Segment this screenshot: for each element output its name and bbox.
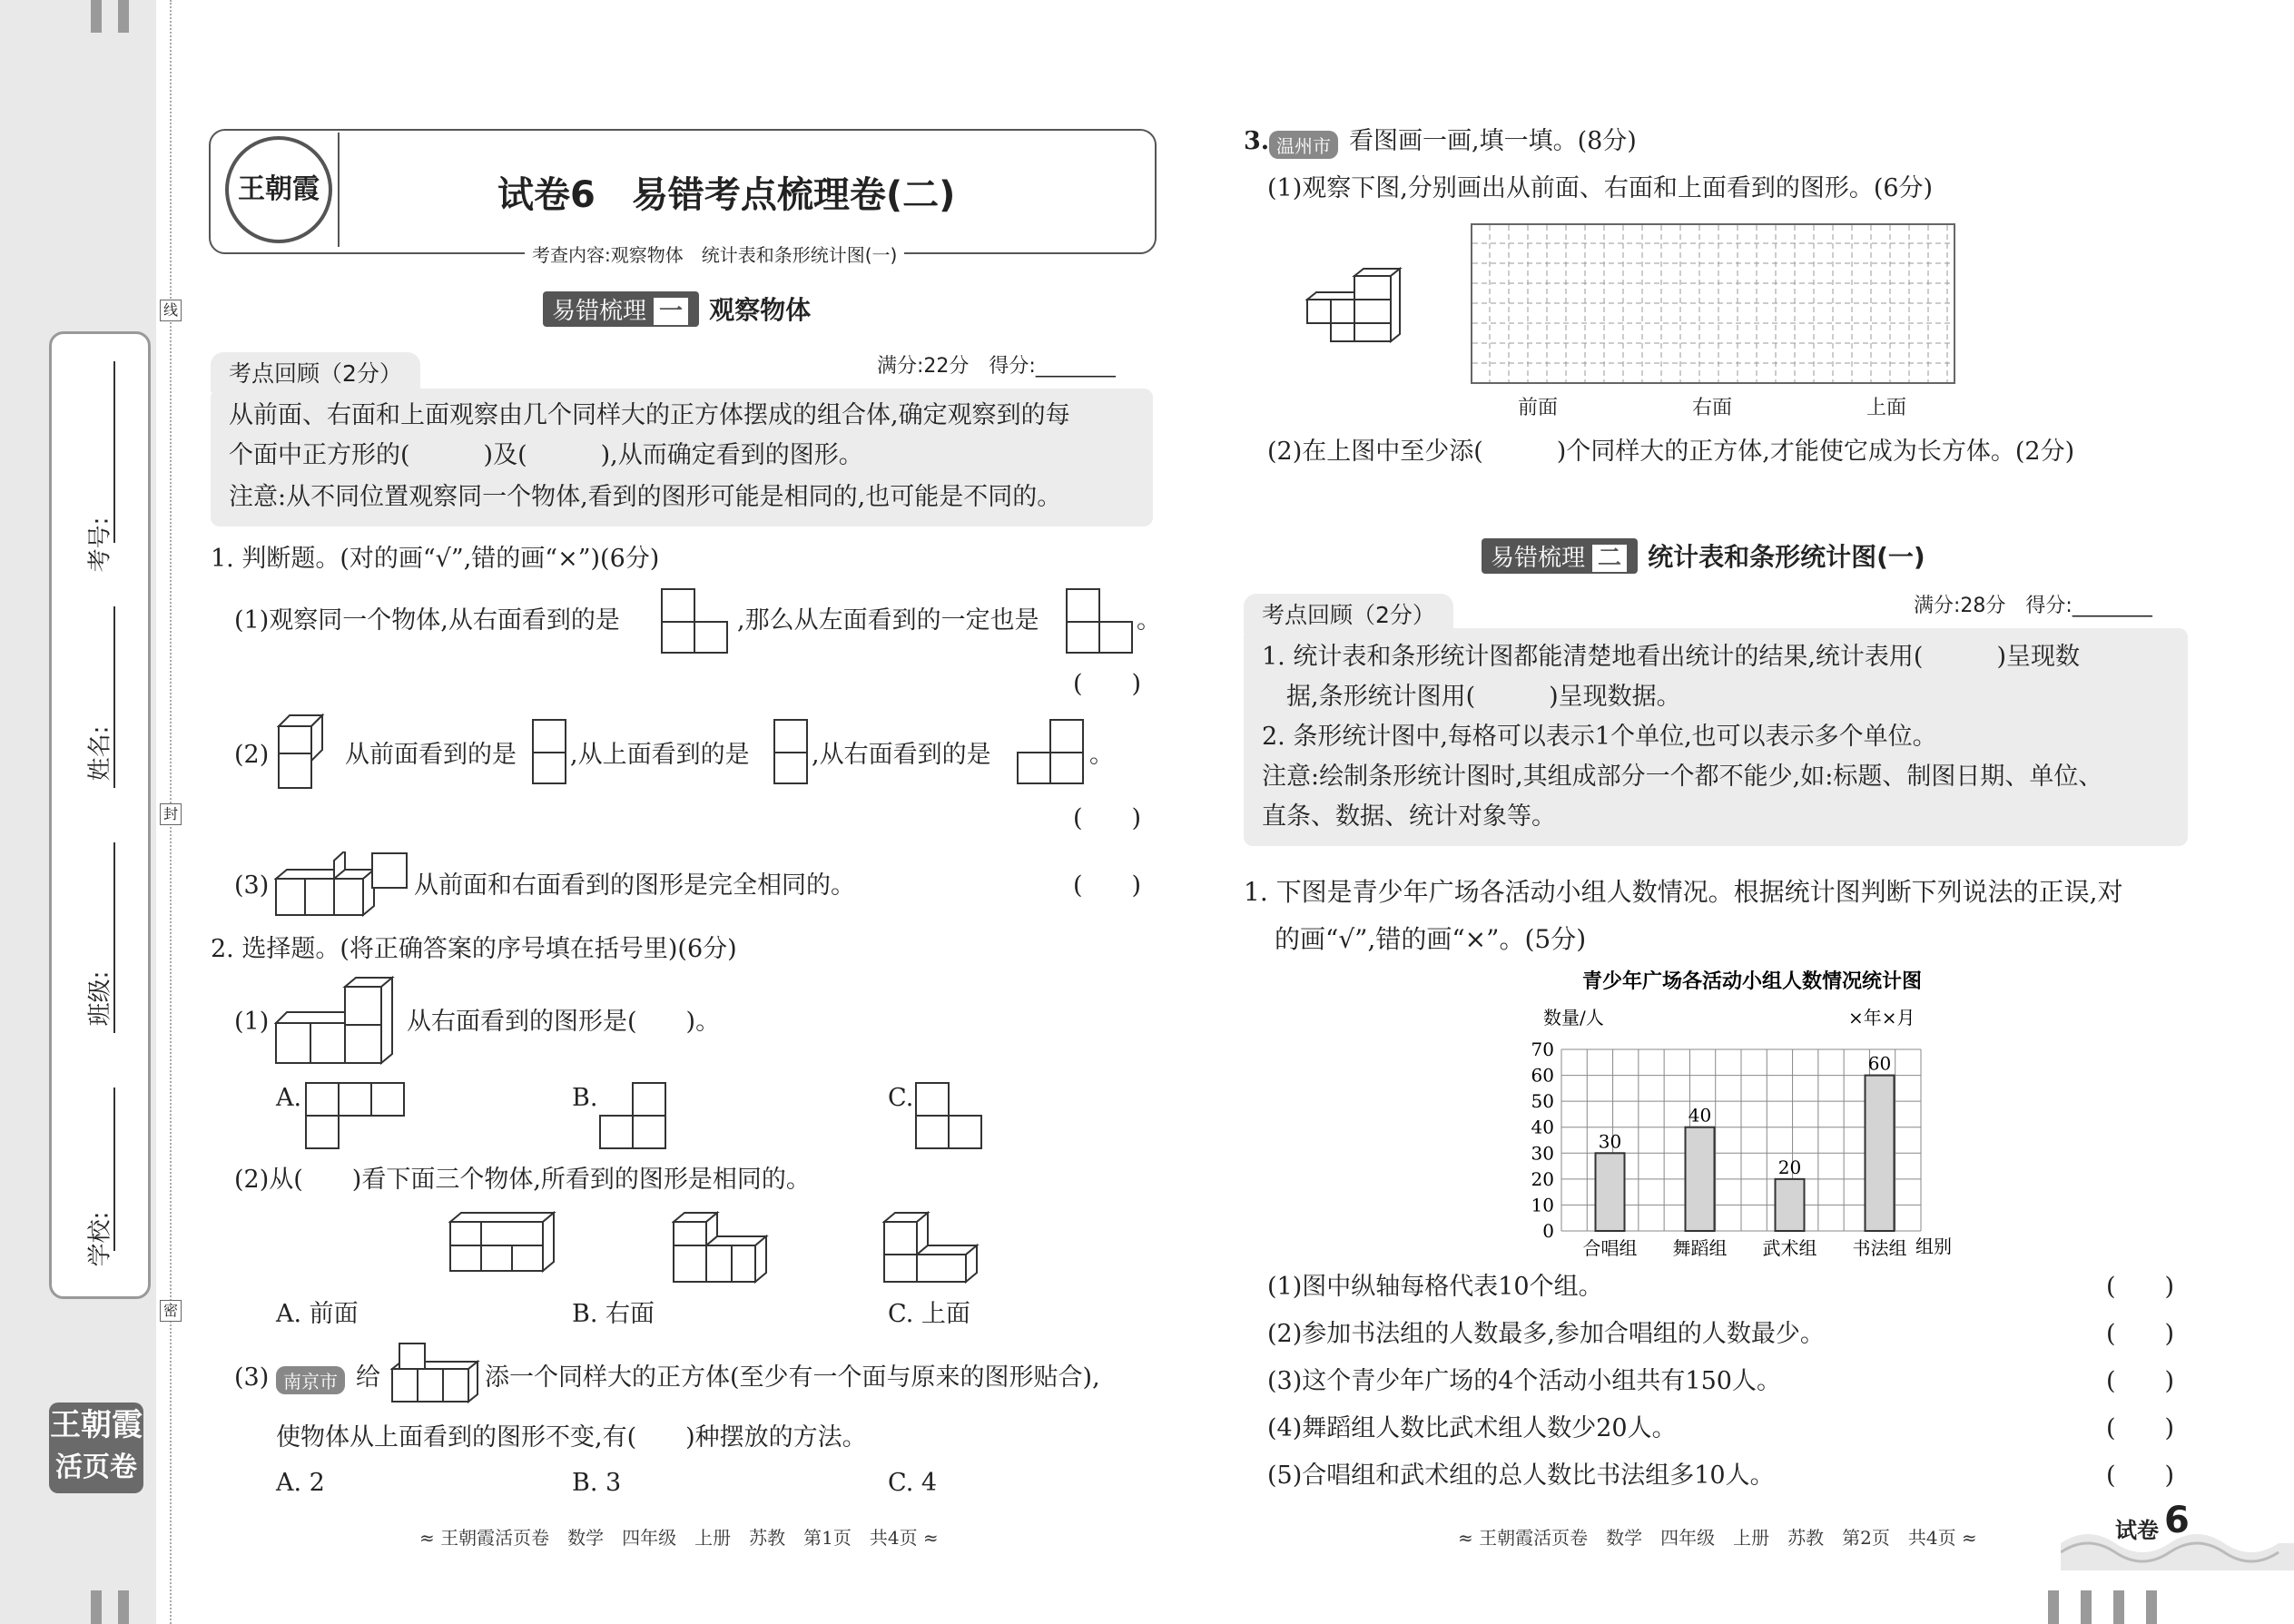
- seal-char-mi: 密: [160, 1300, 182, 1322]
- score-line: 满分:22分 得分:________: [877, 355, 1116, 378]
- section-pill: 易错梳理 二: [1482, 538, 1638, 574]
- q2-2-option-b[interactable]: B. 右面: [572, 1300, 655, 1328]
- chart-title: 青少年广场各活动小组人数情况统计图: [1581, 969, 1923, 993]
- object-figure-q3: [1305, 267, 1405, 349]
- answer-paren[interactable]: ( ): [2106, 1462, 2175, 1490]
- q1-2-text-c: ,从上面看到的是: [570, 741, 750, 769]
- q1-3-text-b: 从前面和右面看到的图形是完全相同的。: [414, 871, 855, 900]
- section-title: 统计表和条形统计图(一): [1648, 542, 1925, 572]
- chart-question-line-2: 的画“√”,错的画“×”。(5分): [1275, 924, 1587, 954]
- chart-bar: [1776, 1179, 1805, 1231]
- q2-3-option-a[interactable]: A. 2: [276, 1469, 325, 1497]
- chart-y-tick: 70: [1531, 1038, 1554, 1060]
- q1-1-text-c: 。: [1137, 606, 1161, 635]
- review-line: 1. 统计表和条形统计图都能清楚地看出统计的结果,统计表用( )呈现数: [1262, 643, 2080, 671]
- q2-2-text: (2)从( )看下面三个物体,所看到的图形是相同的。: [234, 1166, 811, 1194]
- registration-mark: [91, 0, 102, 33]
- chart-y-label: 数量/人: [1543, 1007, 1604, 1029]
- option-c[interactable]: C.: [888, 1084, 914, 1112]
- chart-date: ×年×月: [1848, 1007, 1915, 1029]
- brand-badge: [49, 1403, 143, 1493]
- question-1-title: 1. 判断题。(对的画“√”,错的画“×”)(6分): [211, 545, 660, 573]
- registration-mark: [118, 1590, 129, 1624]
- drawing-grid[interactable]: [1471, 223, 1955, 387]
- statement-item: (1)图中纵轴每格代表10个组。: [1267, 1273, 1603, 1301]
- q1-1-text-b: ,那么从左面看到的一定也是: [737, 606, 1039, 635]
- paper-subtitle: 考查内容:观察物体 统计表和条形统计图(一): [525, 241, 904, 267]
- option-b-figure: [599, 1082, 668, 1149]
- statement-item: (3)这个青少年广场的4个活动小组共有150人。: [1267, 1367, 1781, 1395]
- question-3-title: 看图画一画,填一填。(8分): [1349, 127, 1637, 155]
- answer-paren[interactable]: ( ): [2106, 1273, 2175, 1301]
- paper-title: 试卷6 易错考点梳理卷(二): [497, 174, 956, 216]
- review-tab: 考点回顾（2分）: [211, 352, 420, 392]
- paper-number: 6: [2164, 1500, 2190, 1541]
- registration-mark: [2081, 1590, 2092, 1624]
- registration-mark: [2113, 1590, 2124, 1624]
- square-figure-right: [1017, 719, 1084, 784]
- object-figure-3: [882, 1209, 982, 1285]
- chart-bar: [1866, 1076, 1895, 1231]
- q1-3-text-a: (3): [234, 871, 270, 900]
- object-figure-2: [672, 1209, 772, 1285]
- class-label: 班级:: [86, 970, 114, 1027]
- chart-y-tick: 30: [1531, 1142, 1554, 1165]
- q2-3-text-b: 给: [356, 1363, 380, 1392]
- option-a[interactable]: A.: [276, 1084, 302, 1112]
- school-label: 学校:: [86, 1211, 114, 1267]
- chart-question-line-1: 1. 下图是青少年广场各活动小组人数情况。根据统计图判断下列说法的正误,对: [1244, 877, 2123, 907]
- section-heading-1: [543, 290, 811, 327]
- answer-paren[interactable]: ( ): [1073, 670, 1142, 698]
- question-3-number: 3.: [1244, 127, 1270, 155]
- name-label: 姓名:: [86, 725, 114, 782]
- q2-3-text-d: 使物体从上面看到的图形不变,有( )种摆放的方法。: [276, 1423, 867, 1452]
- q2-3-text-a: (3): [234, 1363, 270, 1392]
- q2-3-option-c[interactable]: C. 4: [888, 1469, 938, 1497]
- registration-mark: [91, 1590, 102, 1624]
- chart-y-tick: 20: [1531, 1167, 1554, 1190]
- q3-1-text: (1)观察下图,分别画出从前面、右面和上面看到的图形。(6分): [1267, 174, 1934, 202]
- option-c-figure: [915, 1082, 984, 1149]
- registration-mark: [2146, 1590, 2157, 1624]
- footer-right: ≈ 王朝霞活页卷 数学 四年级 上册 苏教 第2页 共4页 ≈: [1458, 1527, 1977, 1549]
- answer-paren[interactable]: ( ): [1073, 804, 1142, 832]
- chart-bar: [1596, 1153, 1625, 1231]
- section-heading-2: [1482, 537, 1925, 574]
- seal-char-line: 线: [160, 300, 182, 321]
- chart-data-label: 40: [1688, 1104, 1712, 1127]
- chart-data-label: 60: [1867, 1052, 1892, 1075]
- region-tag: 南京市: [276, 1366, 345, 1394]
- grid-label-right: 右面: [1692, 397, 1733, 419]
- brand-line-1: 王朝霞: [50, 1407, 143, 1443]
- chart-y-tick: 60: [1531, 1064, 1554, 1087]
- chart-data-label: 20: [1777, 1156, 1802, 1178]
- number-label: 考号:: [86, 517, 114, 573]
- q1-1-text-a: (1)观察同一个物体,从右面看到的是: [234, 606, 620, 635]
- q2-3-text-c: 添一个同样大的正方体(至少有一个面与原来的图形贴合),: [485, 1363, 1100, 1392]
- number-fill-line: [113, 361, 115, 543]
- score-line: 满分:28分 得分:________: [1914, 595, 2152, 617]
- chart-x-tick: 舞蹈组: [1672, 1237, 1728, 1259]
- cube-stack-figure: [277, 714, 342, 790]
- object-figure-1: [448, 1209, 557, 1275]
- review-line: 从前面、右面和上面观察由几个同样大的正方体摆成的组合体,确定观察到的每: [229, 401, 1070, 429]
- registration-mark: [118, 0, 129, 33]
- chart-y-tick: 10: [1531, 1194, 1554, 1216]
- review-line: 据,条形统计图用( )呈现数据。: [1262, 683, 1681, 711]
- seal-char-feng: 封: [160, 803, 182, 825]
- q2-2-option-a[interactable]: A. 前面: [276, 1300, 359, 1328]
- answer-paren[interactable]: ( ): [2106, 1367, 2175, 1395]
- q2-1-text-b: 从右面看到的图形是( )。: [407, 1008, 721, 1036]
- bar-chart: [1525, 966, 1979, 1265]
- q2-2-option-c[interactable]: C. 上面: [888, 1300, 970, 1328]
- chart-data-label: 30: [1598, 1130, 1622, 1153]
- statement-item: (2)参加书法组的人数最多,参加合唱组的人数最少。: [1267, 1320, 1825, 1348]
- review-tab: 考点回顾（2分）: [1244, 594, 1453, 634]
- footer-left: ≈ 王朝霞活页卷 数学 四年级 上册 苏教 第1页 共4页 ≈: [419, 1527, 939, 1549]
- section-title: 观察物体: [709, 295, 812, 325]
- review-line: 注意:绘制条形统计图时,其组成部分一个都不能少,如:标题、制图日期、单位、: [1262, 763, 2103, 791]
- square-figure-left-view: [1066, 588, 1133, 654]
- student-info-box: [49, 331, 151, 1299]
- object-figure-4: [390, 1342, 481, 1405]
- chart-x-tick: 武术组: [1762, 1237, 1817, 1259]
- answer-paren[interactable]: ( ): [1073, 871, 1142, 900]
- cube-row-figure: [274, 851, 410, 917]
- chart-y-tick: 40: [1531, 1116, 1554, 1138]
- paper-label: 试卷: [2115, 1518, 2159, 1543]
- q1-2-text-e: 。: [1089, 741, 1114, 769]
- q2-1-text-a: (1): [234, 1008, 270, 1036]
- square-figure-right-view: [661, 588, 728, 654]
- statement-item: (4)舞蹈组人数比武术组人数少20人。: [1267, 1414, 1677, 1442]
- q3-2-text: (2)在上图中至少添( )个同样大的正方体,才能使它成为长方体。(2分): [1267, 438, 2075, 466]
- statement-item: (5)合唱组和武术组的总人数比书法组多10人。: [1267, 1462, 1775, 1490]
- chart-y-tick: 50: [1531, 1090, 1554, 1113]
- q1-2-text-a: (2): [234, 741, 270, 769]
- chart-x-tick: 书法组: [1852, 1237, 1907, 1259]
- square-figure-top: [773, 719, 808, 784]
- review-line: 直条、数据、统计对象等。: [1262, 802, 1556, 831]
- question-2-title: 2. 选择题。(将正确答案的序号填在括号里)(6分): [211, 935, 737, 963]
- option-a-figure: [305, 1082, 407, 1149]
- review-line: 注意:从不同位置观察同一个物体,看到的图形可能是相同的,也可能是不同的。: [229, 483, 1062, 511]
- chart-y-tick: 0: [1542, 1220, 1554, 1242]
- registration-mark: [2048, 1590, 2059, 1624]
- grid-label-top: 上面: [1866, 397, 1907, 419]
- review-line: 个面中正方形的( )及( ),从而确定看到的图形。: [229, 441, 863, 469]
- title-separator: [338, 133, 340, 247]
- chart-bar: [1686, 1127, 1715, 1231]
- cube-step-figure: [274, 976, 401, 1067]
- chart-x-tick: 合唱组: [1582, 1237, 1638, 1259]
- answer-paren[interactable]: ( ): [2106, 1414, 2175, 1442]
- answer-paren[interactable]: ( ): [2106, 1320, 2175, 1348]
- publisher-logo: 王朝霞: [225, 136, 332, 243]
- section-pill: 易错梳理 一: [543, 291, 699, 327]
- review-line: 2. 条形统计图中,每格可以表示1个单位,也可以表示多个单位。: [1262, 723, 1937, 751]
- grid-label-front: 前面: [1518, 397, 1559, 419]
- q1-2-text-d: ,从右面看到的是: [812, 741, 991, 769]
- brand-line-2: 活页卷: [55, 1452, 137, 1483]
- option-b[interactable]: B.: [572, 1084, 598, 1112]
- chart-x-label: 组别: [1915, 1235, 1952, 1257]
- square-figure-front: [532, 719, 566, 784]
- q1-2-text-b: 从前面看到的是: [345, 741, 517, 769]
- q2-3-option-b[interactable]: B. 3: [572, 1469, 622, 1497]
- region-tag: 温州市: [1269, 131, 1338, 159]
